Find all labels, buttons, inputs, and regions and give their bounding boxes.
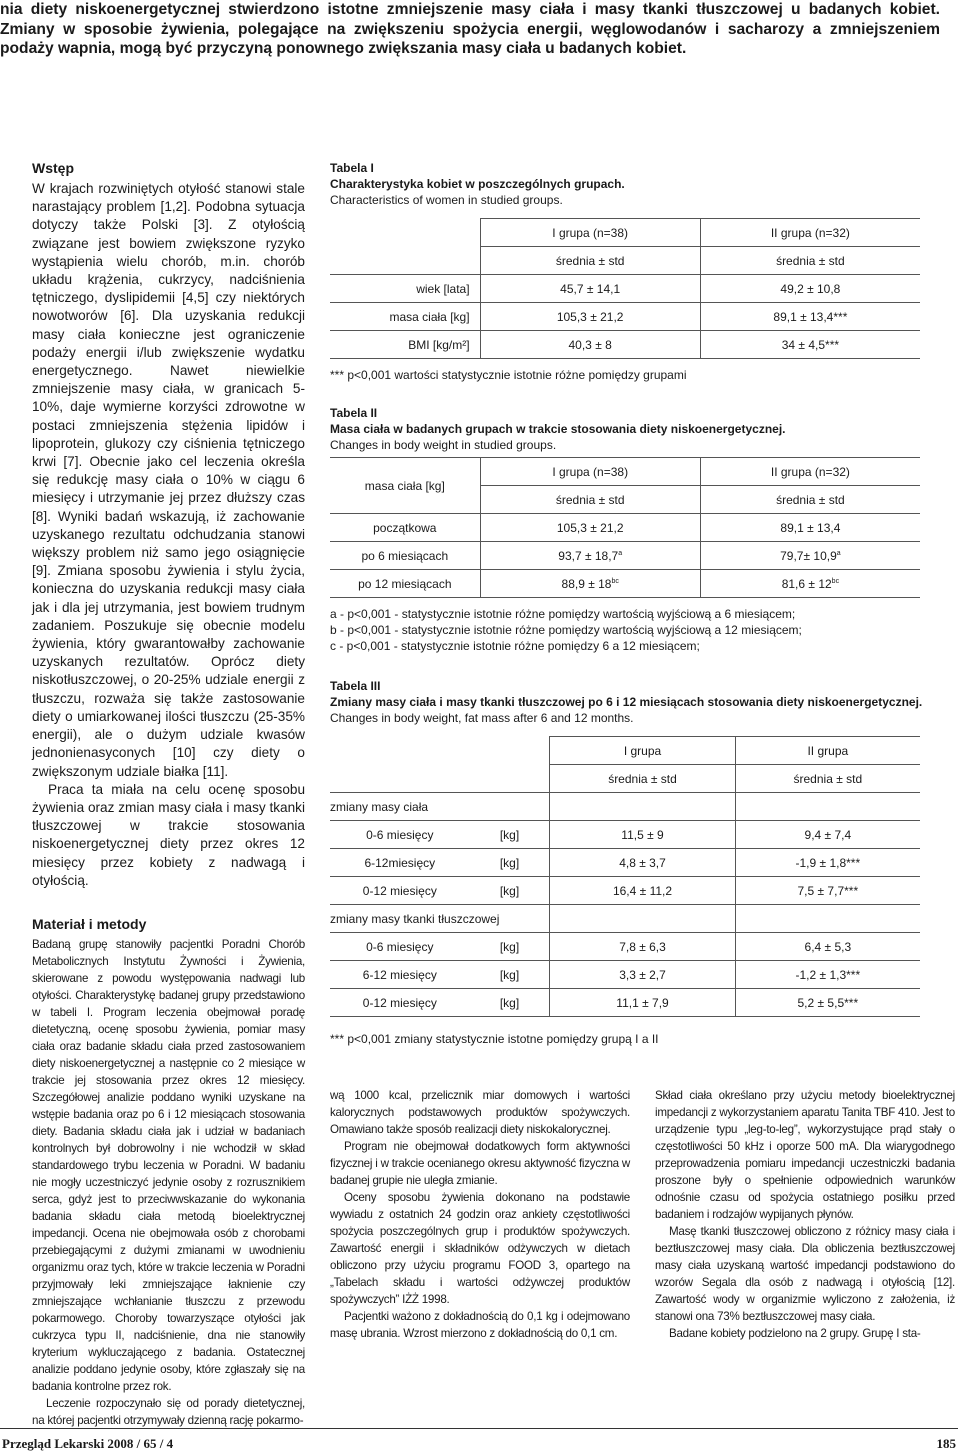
table-3-sub2: średnia ± std <box>735 765 920 793</box>
table-3-row-label: 0-12 miesięcy <box>330 989 470 1017</box>
table-3-row-label: 6-12 miesięcy <box>330 961 470 989</box>
table-2-row-label: początkowa <box>330 514 480 542</box>
methods-paragraph-2: Leczenie rozpoczynało się od porady dietetycznej, na której pacjentki otrzymywały dzienną rację pokarmo- <box>32 1396 305 1427</box>
table-1-title-en: Characteristics of women in studied groups. <box>330 193 563 207</box>
table-2-col2: II grupa (n=32) <box>700 458 920 486</box>
intro-heading: Wstęp <box>32 160 74 176</box>
bottom-middle-column <box>330 1087 630 1342</box>
table-2-title-en: Changes in body weight in studied groups. <box>330 438 557 452</box>
table-3-sub1: średnia ± std <box>550 765 735 793</box>
table-3-cell: 7,5 ± 7,7*** <box>735 877 920 905</box>
table-3-cell: 7,8 ± 6,3 <box>550 933 735 961</box>
methods-paragraph-1: Badaną grupę stanowiły pacjentki Poradni Chorób Metabolicznych Instytutu Żywności i Żywienia, skierowane z powodu występowania nadwagi lub otyłości. Charakterystykę badanej grupy przedstawiono w tabeli I. Program leczenia obejmował poradę dietetyczną, ocenę sposobu żywienia, pomiar masy ciała oraz badanie składu ciała przed zastosowaniem diety niskoenergetycznej a następnie co 2 miesiące w trakcie jej stosowania przez okres 12 miesięcy. Szczegółowej analizie poddano wyniki uzyskane na wstępie badania oraz po 6 i 12 miesiącach stosowania diety. Badania składu ciała jak i udział w badaniach kontrolnych był dobrowolny i nie wchodził w skład standardowego trybu leczenia w Poradni. W badaniu nie mogły uczestniczyć jedynie osoby z rozrusznikiem serca, gdyż jest to przeciwwskazanie do wykonania badania składu ciała metodą bioelektrycznej impedancji. Ocena nie obejmowała osób z chorobami przebiegającymi z dużymi zmianami w uwodnieniu organizmu oraz tych, które w trakcie leczenia w Poradni przyjmowały leki zmniejszające łaknienie czy zmniejszające wchłanianie tłuszczu z przewodu pokarmowego. Choroby towarzyszące otyłości jak cukrzyca typu II, nadciśnienie, dna nie stanowiły kryterium wykluczającego z badania. Ostatecznej analizie poddano jedynie osoby, które zgłaszały się na badania kontrolne przez rok. <box>32 937 305 1393</box>
intro-body <box>32 180 305 890</box>
table-3-col2: II grupa <box>735 737 920 765</box>
table-3-section-fat: zmiany masy tkanki tłuszczowej <box>330 905 550 933</box>
table-3-unit: [kg] <box>470 821 550 849</box>
table-2-row-label: po 12 miesiącach <box>330 570 480 598</box>
journal-citation: Przegląd Lekarski 2008 / 65 / 4 <box>2 1436 174 1451</box>
bottom-right-paragraph-3: Badane kobiety podzielono na 2 grupy. Grupę I sta- <box>669 1327 921 1340</box>
table-1-row-label: wiek [lata] <box>330 275 480 303</box>
table-2-notes <box>330 606 950 654</box>
abstract-text: nia diety niskoenergetycznej stwierdzono istotne zmniejszenie masy ciała i masy tkanki tłuszczowej u badanych kobiet. Zmiany w sposobie żywienia, polegające na zwiększeniu spożycia energii, węglowodanów i sacharozy a zmniejszeniem podaży wapnia, mogą być przyczyną ponownego zwiększania masy ciała u badanych kobiet. <box>0 1 940 57</box>
table-1-cell: 105,3 ± 21,2 <box>480 303 700 331</box>
table-1-cell: 49,2 ± 10,8 <box>700 275 920 303</box>
table-2-sub2: średnia ± std <box>700 486 920 514</box>
table-3-title: Zmiany masy ciała i masy tkanki tłuszczowej po 6 i 12 miesiącach stosowania diety niskoenergetycznej. <box>330 695 923 709</box>
table-2-cell: $88,9 \pm 18^{bc}$ <box>480 570 700 598</box>
page-number: 185 <box>936 1436 956 1451</box>
table-3-section-weight: zmiany masy ciała <box>330 793 550 821</box>
table-3-grid <box>330 736 920 1017</box>
table-2-corner: masa ciała [kg] <box>330 458 480 514</box>
table-1-col1: I grupa (n=38) <box>480 219 700 247</box>
table-1-cell: 34 ± 4,5*** <box>700 331 920 359</box>
table-1-grid <box>330 218 920 359</box>
table-2-cell: 89,1 ± 13,4 <box>700 514 920 542</box>
table-3-row-label: 6-12miesięcy <box>330 849 470 877</box>
table-2-note-a: a - p<0,001 - statystycznie istotnie różne pomiędzy wartością wyjściową a 6 miesiącem; <box>330 607 796 621</box>
table-1-title: Charakterystyka kobiet w poszczególnych grupach. <box>330 177 625 191</box>
table-1 <box>330 160 950 383</box>
table-2-row-label: po 6 miesiącach <box>330 542 480 570</box>
table-2-cell: $81,6 \pm 12^{bc}$ <box>700 570 920 598</box>
table-1-cell: 40,3 ± 8 <box>480 331 700 359</box>
bottom-mid-paragraph-1: wą 1000 kcal, przelicznik miar domowych i wartości kalorycznych podstawowych produktów spożywczych. Omawiano także sposób realizacji diety niskokalorycznej. <box>330 1089 630 1136</box>
table-1-sub2: średnia ± std <box>700 247 920 275</box>
table-2-grid <box>330 457 920 598</box>
table-2-col1: I grupa (n=38) <box>480 458 700 486</box>
table-2-cell: 79,7± 10,9$^a$ <box>700 542 920 570</box>
table-3 <box>330 678 950 1047</box>
table-3-cell: 6,4 ± 5,3 <box>735 933 920 961</box>
table-3-row-label: 0-12 miesięcy <box>330 877 470 905</box>
methods-heading: Materiał i metody <box>32 915 147 932</box>
table-2 <box>330 405 950 654</box>
table-3-cell: 9,4 ± 7,4 <box>735 821 920 849</box>
table-3-cell: 3,3 ± 2,7 <box>550 961 735 989</box>
bottom-mid-paragraph-2: Program nie obejmował dodatkowych form aktywności fizycznej i w trakcie ocenianego okresu aktywność fizyczna w badanej grupie nie uległa zmianie. <box>330 1140 630 1187</box>
intro-paragraph-1: W krajach rozwiniętych otyłość stanowi stale narastający problem [1,2]. Podobna sytuacja dotyczy także Polski [3]. Z otyłością związane jest bowiem zwiększone ryzyko wystąpienia wielu chorób, m.in. chorób układu krążenia, cukrzycy, nadciśnienia tętniczego, dyslipidemii [4,5] czy niektórych nowotworów [6]. Dla uzyskania redukcji masy ciała konieczne jest ograniczenie podaży energii i/lub zwiększenie wydatku energetycznego. Nawet niewielkie zmniejszenie masy ciała, w granicach 5-10%, daje wymierne korzyści zdrowotne w postaci zmniejszenia stężenia lipidów i lipoprotein, glukozy czy ciśnienia tętniczego krwi [7]. Obecnie jako cel leczenia określa się redukcję masy ciała o 10% w ciągu 6 miesięcy i utrzymanie jej przez dłuższy czas [8]. Wyniki badań wskazują, iż zachowanie uzyskanego rezultatu odchudzania stanowi większy problem niż samo jego osiągnięcie [9]. Zmiana sposobu żywienia i stylu życia, konieczna do uzyskania redukcji masy ciała jak i dla jej utrzymania, jest bowiem trudnym zadaniem. Poszukuje się obecnie modelu żywienia, który gwarantowałby zachowanie uzyskanych rezultatów. Oprócz diety niskotłuszczowej, o 20-25% udziale energii z tłuszczu, rozważa się także zastosowanie diety o umiarkowanej ilości tłuszczu (25-35% energii), ale o dużym udziale kwasów jednonienasyconych [10] czy diety o zwiększonym udziale białka [11]. <box>32 181 305 779</box>
intro-paragraph-2: Praca ta miała na celu ocenę sposobu żywienia oraz zmian masy ciała i masy tkanki tłuszczowej w trakcie stosowania niskoenergetycznej diety przez okres 12 miesięcy przez kobiety z nadwagą i otyłością. <box>32 781 305 888</box>
table-3-unit: [kg] <box>470 933 550 961</box>
table-3-cell: 11,1 ± 7,9 <box>550 989 735 1017</box>
bottom-mid-paragraph-3: Oceny sposobu żywienia dokonano na podstawie wywiadu z ostatnich 24 godzin oraz ankiety częstotliwości spożycia poszczególnych grup i produktów spożywczych. Zawartość energii i składników odżywczych w dietach obliczono przy użyciu programu FOOD 3, opartego na „Tabelach składu i wartości odżywczej produktów spożywczych” IŻŻ 1998. <box>330 1191 630 1306</box>
right-column <box>330 160 950 1047</box>
table-3-unit: [kg] <box>470 961 550 989</box>
table-3-unit: [kg] <box>470 877 550 905</box>
left-column <box>32 160 305 1429</box>
page-footer <box>0 1436 958 1454</box>
table-3-cell: 5,2 ± 5,5*** <box>735 989 920 1017</box>
table-1-label: Tabela I <box>330 161 374 175</box>
bottom-mid-paragraph-4: Pacjentki ważono z dokładnością do 0,1 kg i odejmowano masę ubrania. Wzrost mierzono z dokładnością do 0,1 cm. <box>330 1310 630 1340</box>
table-1-cell: 89,1 ± 13,4*** <box>700 303 920 331</box>
table-3-unit: [kg] <box>470 989 550 1017</box>
table-3-cell: -1,2 ± 1,3*** <box>735 961 920 989</box>
table-2-label: Tabela II <box>330 406 378 420</box>
table-1-sub1: średnia ± std <box>480 247 700 275</box>
table-3-cell: -1,9 ± 1,8*** <box>735 849 920 877</box>
table-3-row-label: 0-6 miesięcy <box>330 933 470 961</box>
table-2-note-b: b - p<0,001 - statystycznie istotnie różne pomiędzy wartością wyjściową a 12 miesiącem; <box>330 623 802 637</box>
bottom-right-paragraph-2: Masę tkanki tłuszczowej obliczono z różnicy masy ciała i beztłuszczowej masy ciała. Dla obliczenia beztłuszczowej masy ciała uzyskaną wartość impedancji podstawiono do wzorów Segala dla osób z nadwagą i otyłością [12]. Zawartość wody w organizmie wyliczono z założenia, iż stanowi ona 73% beztłuszczowej masy ciała. <box>655 1225 955 1323</box>
table-3-title-en: Changes in body weight, fat mass after 6 and 12 months. <box>330 711 634 725</box>
table-2-cell: 93,7 ± 18,7$^a$ <box>480 542 700 570</box>
table-1-cell: 45,7 ± 14,1 <box>480 275 700 303</box>
table-3-cell: 4,8 ± 3,7 <box>550 849 735 877</box>
methods-body <box>32 936 305 1429</box>
table-3-row-label: 0-6 miesięcy <box>330 821 470 849</box>
bottom-right-paragraph-1: Skład ciała określano przy użyciu metody bioelektrycznej impedancji z wykorzystaniem aparatu Tanita TBF 410. Jest to urządzenie typu „leg-to-leg”, wykorzystujące prąd stały o częstotliwości 50 kHz i oporze 500 mA. Dla wiarygodnego przeprowadzenia pomiaru impedancji uczestniczki badania proszone były o spełnienie odpowiednich warunków odnośnie czasu od spożycia ostatniego posiłku przed badaniem i rodzajów wypijanych płynów. <box>655 1089 955 1221</box>
table-3-label: Tabela III <box>330 679 381 693</box>
table-3-note: *** p<0,001 zmiany statystycznie istotne pomiędzy grupą I a II <box>330 1032 659 1046</box>
table-1-row-label: masa ciała [kg] <box>330 303 480 331</box>
bottom-right-column <box>655 1087 955 1342</box>
table-1-row-label: BMI [kg/m²] <box>330 331 480 359</box>
table-2-sub1: średnia ± std <box>480 486 700 514</box>
table-3-unit: [kg] <box>470 849 550 877</box>
table-3-cell: 16,4 ± 11,2 <box>550 877 735 905</box>
footer-rule <box>0 1428 958 1429</box>
table-3-cell: 11,5 ± 9 <box>550 821 735 849</box>
table-2-note-c: c - p<0,001 - statystycznie istotnie różne pomiędzy 6 a 12 miesiącem; <box>330 639 700 653</box>
table-2-title: Masa ciała w badanych grupach w trakcie stosowania diety niskoenergetycznej. <box>330 422 786 436</box>
table-2-cell: 105,3 ± 21,2 <box>480 514 700 542</box>
table-1-note: *** p<0,001 wartości statystycznie istotnie różne pomiędzy grupami <box>330 368 687 382</box>
table-1-col2: II grupa (n=32) <box>700 219 920 247</box>
table-3-col1: I grupa <box>550 737 735 765</box>
